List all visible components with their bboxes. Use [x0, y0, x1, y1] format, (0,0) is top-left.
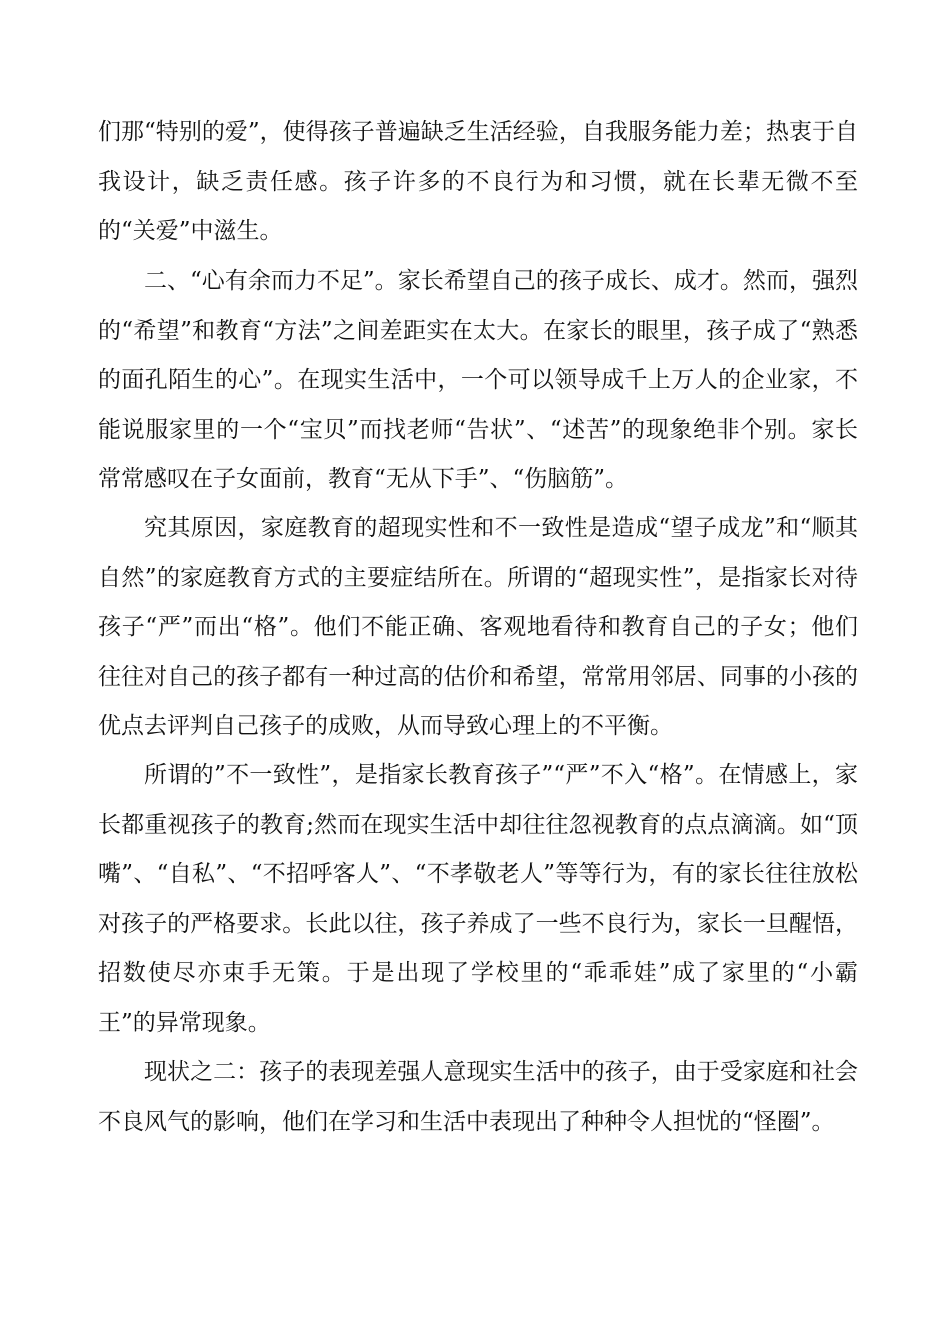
paragraph-inconsistency: 所谓的”不一致性”，是指家长教育孩子”“严”不入“格”。在情感上，家长都重视孩子的教育;然而在现实生活中却往往忽视教育的点点滴滴。如“顶嘴”、“自私”、“不招呼客人”、“不孝敬老人”等等行为，有的家长往往放松对孩子的严格要求。长此以往，孩子养成了一些不良行为，家长一旦醒悟，招数使尽亦束手无策。于是出现了学校里的“乖乖娃”成了家里的“小霸王”的异常现象。	[98, 762, 858, 1036]
paragraph-continuation: 们那“特别的爱”，使得孩子普遍缺乏生活经验，自我服务能力差；热衷于自我设计，缺乏责任感。孩子许多的不良行为和习惯，就在长辈无微不至的“关爱”中滋生。	[98, 119, 858, 244]
paragraph-heart-willing: 二、“心有余而力不足”。家长希望自己的孩子成长、成才。然而，强烈的“希望”和教育“方法”之间差距实在太大。在家长的眼里，孩子成了“熟悉的面孔陌生的心”。在现实生活中，一个可以领导成千上万人的企业家，不能说服家里的一个“宝贝”而找老师“告状”、“述苦”的现象绝非个别。家长常常感叹在子女面前，教育“无从下手”、“伤脑筋”。	[98, 268, 858, 492]
paragraph-root-cause: 究其原因，家庭教育的超现实性和不一致性是造成“望子成龙”和“顺其自然”的家庭教育方式的主要症结所在。所谓的“超现实性”，是指家长对待孩子“严”而出“格”。他们不能正确、客观地看待和教育自己的子女；他们往往对自己的孩子都有一种过高的估价和希望，常常用邻居、同事的小孩的优点去评判自己孩子的成败，从而导致心理上的不平衡。	[98, 515, 858, 739]
paragraph-status-two: 现状之二：孩子的表现差强人意现实生活中的孩子，由于受家庭和社会不良风气的影响，他们在学习和生活中表现出了种种令人担忧的“怪圈”。	[98, 1059, 858, 1135]
